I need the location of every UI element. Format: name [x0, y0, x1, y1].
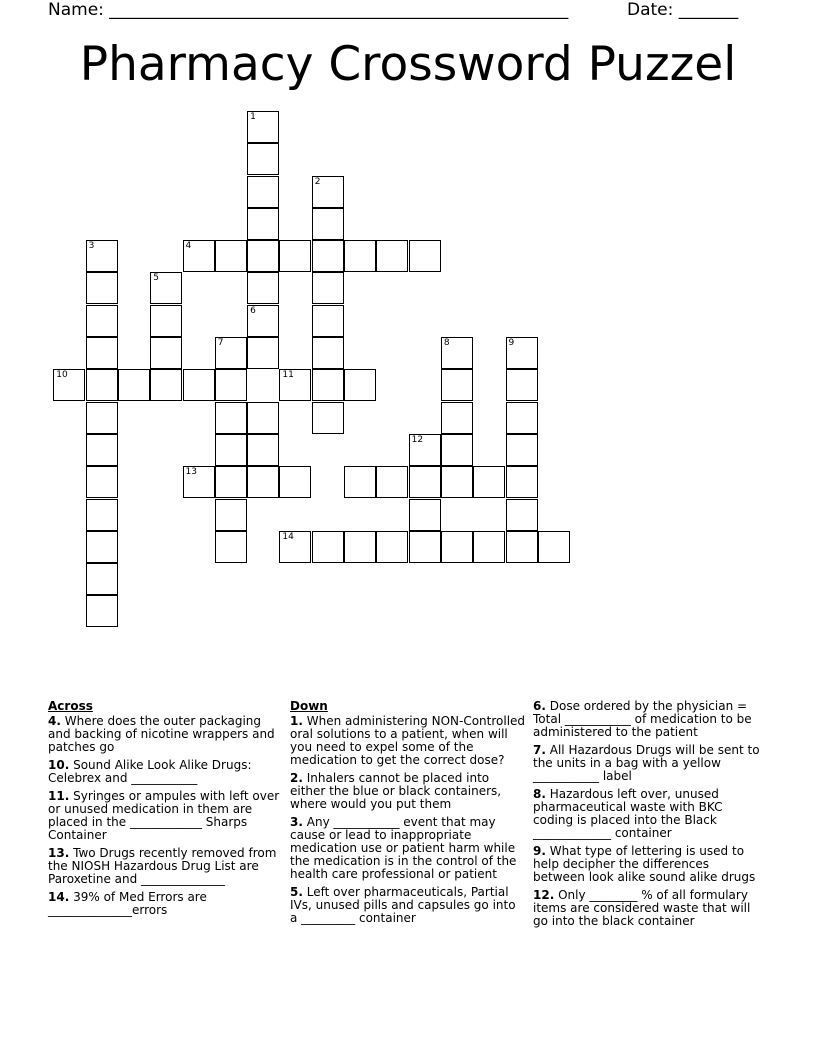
- grid-cell[interactable]: [86, 563, 118, 595]
- clue-text: Only ________ % of all formulary items are considered waste that will go into the black container: [533, 888, 751, 928]
- page-title: Pharmacy Crossword Puzzel: [79, 37, 737, 92]
- grid-cell[interactable]: [312, 369, 344, 401]
- clue-number: 9: [508, 338, 515, 348]
- grid-cell[interactable]: [538, 531, 570, 563]
- clue-text: Hazardous left over, unused pharmaceutical waste with BKC coding is placed into the Black _____________ container: [533, 787, 723, 840]
- grid-cell[interactable]: [215, 466, 247, 498]
- clue-text: Where does the outer packaging and backing of nicotine wrappers and patches go: [48, 714, 275, 754]
- clue-number: 4.: [48, 714, 61, 728]
- clue-number: 11.: [48, 789, 70, 803]
- clue-number: 14: [282, 531, 294, 542]
- grid-cell[interactable]: [344, 531, 376, 563]
- grid-cell[interactable]: [86, 272, 118, 304]
- clue-text: Inhalers cannot be placed into either the blue or black containers, where would you put them: [290, 771, 502, 811]
- grid-cell[interactable]: [441, 531, 473, 563]
- clue-number: 2: [314, 176, 321, 187]
- grid-cell[interactable]: [312, 305, 344, 337]
- grid-cell[interactable]: [86, 595, 118, 627]
- grid-cell[interactable]: [312, 531, 344, 563]
- clue-text: Dose ordered by the physician = Total ___________ of medication to be administered to the patient: [533, 699, 752, 739]
- grid-cell[interactable]: [312, 337, 344, 369]
- grid-cell[interactable]: [247, 240, 279, 272]
- grid-cell[interactable]: [506, 499, 538, 531]
- grid-cell[interactable]: [376, 466, 408, 498]
- clue-item: [533, 889, 761, 928]
- grid-cell[interactable]: [247, 402, 279, 434]
- across-heading: Across: [48, 699, 93, 713]
- clue-number: 10.: [48, 758, 70, 772]
- grid-cell[interactable]: [183, 369, 215, 401]
- grid-cell[interactable]: [150, 305, 182, 337]
- clue-number: 6: [250, 305, 256, 316]
- clue-number: 4: [185, 241, 192, 252]
- down-clues-continued: [533, 700, 761, 933]
- grid-cell[interactable]: [441, 402, 473, 434]
- clue-number: 8.: [533, 787, 546, 801]
- clue-number: 6.: [533, 699, 546, 713]
- grid-cell[interactable]: [183, 466, 215, 498]
- clue-number: 1.: [290, 714, 303, 728]
- clue-text: Two Drugs recently removed from the NIOSH Hazardous Drug List are Paroxetine and ______________: [48, 846, 277, 886]
- grid-cell[interactable]: [247, 208, 279, 240]
- grid-cell[interactable]: [215, 402, 247, 434]
- grid-cell[interactable]: [86, 499, 118, 531]
- clue-number: 8: [443, 338, 450, 348]
- clue-number: 1: [250, 111, 256, 122]
- grid-cell[interactable]: [441, 434, 473, 466]
- grid-cell[interactable]: [441, 337, 473, 369]
- grid-cell[interactable]: [215, 337, 247, 369]
- grid-cell[interactable]: [376, 531, 408, 563]
- grid-cell[interactable]: [247, 111, 279, 143]
- grid-cell[interactable]: [215, 240, 247, 272]
- grid-cell[interactable]: [409, 466, 441, 498]
- grid-cell[interactable]: [86, 434, 118, 466]
- across-clues: [48, 700, 280, 922]
- clue-number: 2.: [290, 771, 303, 785]
- clue-number: 3.: [290, 815, 303, 829]
- grid-cell[interactable]: [441, 466, 473, 498]
- grid-cell[interactable]: [409, 434, 441, 466]
- grid-cell[interactable]: [86, 466, 118, 498]
- clue-number: 5.: [290, 885, 303, 899]
- clue-number: 13.: [48, 846, 70, 860]
- grid-cell[interactable]: [312, 208, 344, 240]
- grid-cell[interactable]: [376, 240, 408, 272]
- grid-cell[interactable]: [344, 240, 376, 272]
- grid-cell[interactable]: [506, 369, 538, 401]
- name-field-line[interactable]: Name: ______________________________________________________: [48, 0, 569, 20]
- clue-text: Syringes or ampules with left over or unused medication in them are placed in the ____________ Sharps Container: [48, 789, 280, 842]
- grid-cell[interactable]: [215, 499, 247, 531]
- grid-cell[interactable]: [247, 143, 279, 175]
- grid-cell[interactable]: [279, 369, 311, 401]
- grid-cell[interactable]: [86, 305, 118, 337]
- clue-text: Sound Alike Look Alike Drugs: Celebrex and ___________: [48, 758, 252, 785]
- grid-cell[interactable]: [150, 272, 182, 304]
- grid-cell[interactable]: [409, 499, 441, 531]
- grid-cell[interactable]: [312, 240, 344, 272]
- date-field-line[interactable]: Date: _______: [627, 0, 739, 20]
- grid-cell[interactable]: [247, 176, 279, 208]
- clue-item: [48, 790, 280, 842]
- grid-cell[interactable]: [473, 531, 505, 563]
- clue-item: [533, 845, 761, 884]
- clue-number: 12.: [533, 888, 555, 902]
- grid-cell[interactable]: [150, 369, 182, 401]
- grid-cell[interactable]: [86, 369, 118, 401]
- grid-cell[interactable]: [279, 531, 311, 563]
- grid-cell[interactable]: [312, 272, 344, 304]
- grid-cell[interactable]: [409, 240, 441, 272]
- grid-cell[interactable]: [247, 466, 279, 498]
- grid-cell[interactable]: [86, 337, 118, 369]
- clue-item: [533, 744, 761, 783]
- grid-cell[interactable]: [86, 240, 118, 272]
- clue-number: 3: [88, 241, 95, 252]
- grid-cell[interactable]: [312, 402, 344, 434]
- clue-text: Left over pharmaceuticals, Partial IVs, unused pills and capsules go into a _________ container: [290, 885, 516, 925]
- clue-number: 10: [56, 370, 68, 381]
- clue-item: [290, 772, 526, 811]
- clue-number: 14.: [48, 890, 70, 904]
- clue-item: [48, 891, 280, 917]
- clue-text: What type of lettering is used to help decipher the differences between look alike sound alike drugs: [533, 844, 756, 884]
- grid-cell[interactable]: [344, 466, 376, 498]
- grid-cell[interactable]: [247, 272, 279, 304]
- grid-cell[interactable]: [506, 337, 538, 369]
- grid-cell[interactable]: [183, 240, 215, 272]
- clue-number: 7.: [533, 743, 546, 757]
- clue-number: 5: [153, 273, 159, 284]
- clue-text: 39% of Med Errors are ______________errors: [48, 890, 207, 917]
- grid-cell[interactable]: [215, 369, 247, 401]
- grid-cell[interactable]: [215, 434, 247, 466]
- grid-cell[interactable]: [86, 402, 118, 434]
- clue-text: When administering NON-Controlled oral solutions to a patient, when will you need to expel some of the medication to get the correct dose?: [290, 714, 526, 767]
- clue-text: Any ___________ event that may cause or lead to inappropriate medication use or patient harm while the medication is in the control of the health care professional or patient: [290, 815, 517, 881]
- clue-item: [290, 886, 526, 925]
- grid-cell[interactable]: [506, 434, 538, 466]
- grid-cell[interactable]: [118, 369, 150, 401]
- grid-cell[interactable]: [312, 176, 344, 208]
- grid-cell[interactable]: [86, 531, 118, 563]
- grid-cell[interactable]: [409, 531, 441, 563]
- clue-number: 7: [217, 338, 224, 348]
- grid-cell[interactable]: [247, 305, 279, 337]
- down-heading: Down: [290, 699, 328, 713]
- clue-text: All Hazardous Drugs will be sent to the units in a bag with a yellow ___________ label: [533, 743, 760, 783]
- grid-cell[interactable]: [506, 466, 538, 498]
- clue-item: [533, 700, 761, 739]
- grid-cell[interactable]: [506, 402, 538, 434]
- grid-cell[interactable]: [506, 531, 538, 563]
- clue-item: [48, 759, 280, 785]
- grid-cell[interactable]: [215, 531, 247, 563]
- grid-cell[interactable]: [247, 434, 279, 466]
- clue-number: 11: [282, 370, 294, 381]
- clue-item: [290, 816, 526, 881]
- grid-cell[interactable]: [473, 466, 505, 498]
- clue-number: 12: [411, 434, 424, 445]
- grid-cell[interactable]: [279, 466, 311, 498]
- clue-item: [290, 715, 526, 767]
- grid-cell[interactable]: [53, 369, 85, 401]
- grid-cell[interactable]: [441, 369, 473, 401]
- grid-cell[interactable]: [150, 337, 182, 369]
- clue-item: [48, 847, 280, 886]
- grid-cell[interactable]: [247, 337, 279, 369]
- down-clues: [290, 700, 526, 930]
- clue-number: 9.: [533, 844, 546, 858]
- clue-number: 13: [185, 467, 197, 478]
- clue-item: [533, 788, 761, 840]
- clue-item: [48, 715, 280, 754]
- grid-cell[interactable]: [279, 240, 311, 272]
- grid-cell[interactable]: [344, 369, 376, 401]
